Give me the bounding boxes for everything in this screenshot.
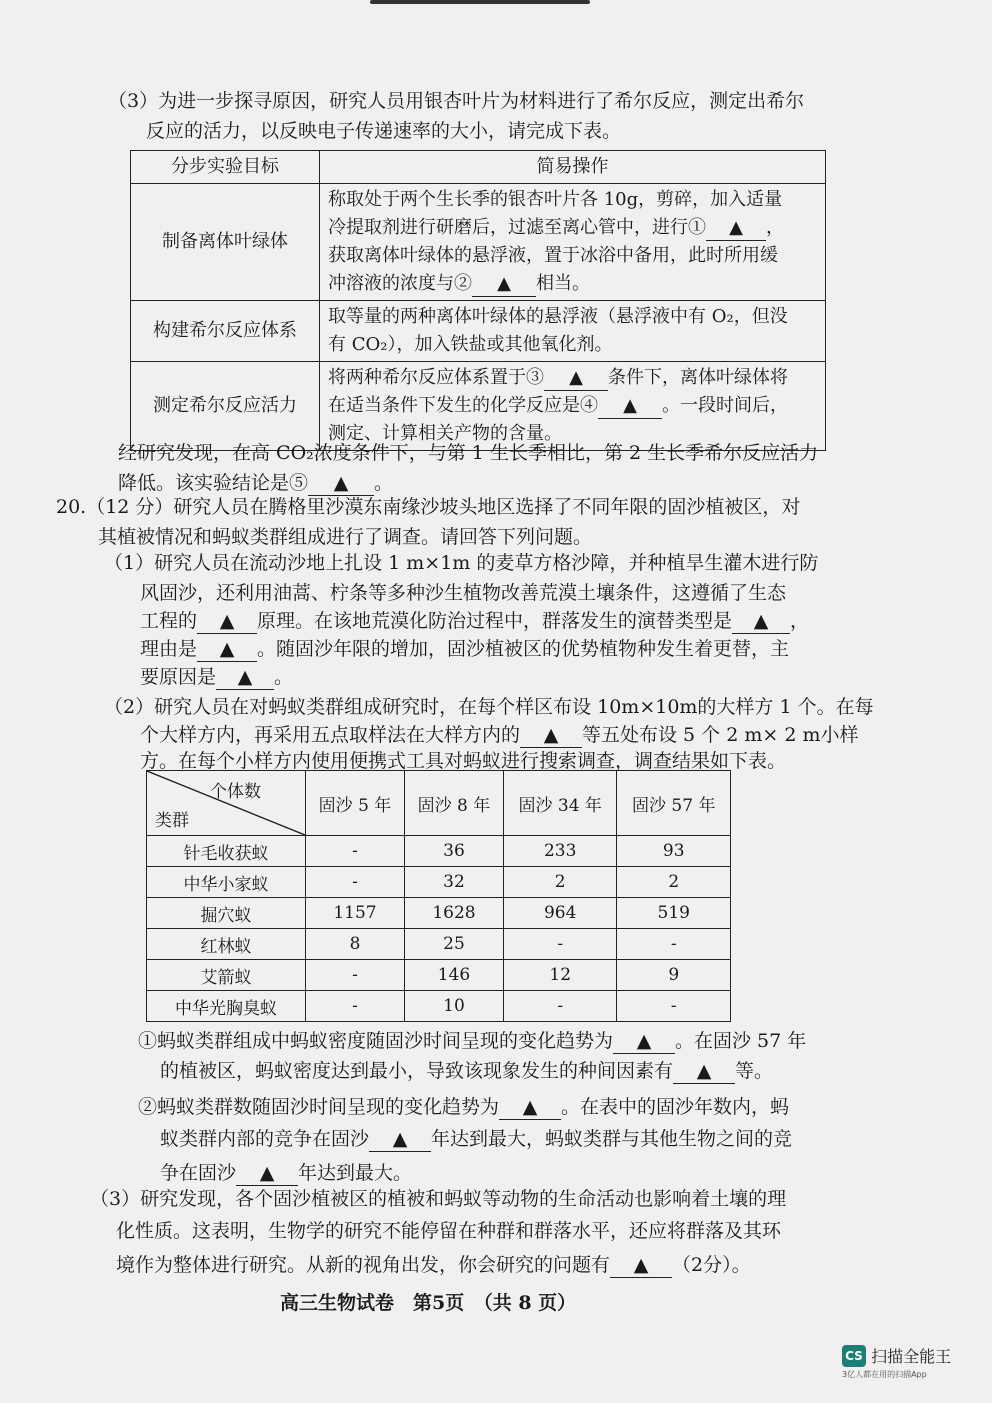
- blank-1: ▲: [706, 216, 766, 241]
- q20-p1-l3: 工程的 ▲ 原理。在该地荒漠化防治过程中，群落发生的演替类型是 ▲ ，: [140, 610, 810, 632]
- ant-survey-table: [146, 770, 731, 1022]
- q3-line2: 反应的活力，以反映电子传递速率的大小，请完成下表。: [146, 120, 622, 142]
- blank-2: ▲: [472, 272, 536, 297]
- table1-goal-2: 构建希尔反应体系: [131, 301, 320, 362]
- q20-sub1-l1: ①蚂蚁类群组成中蚂蚁密度随固沙时间呈现的变化趋势为 ▲ 。在固沙 57 年: [138, 1030, 807, 1052]
- q20-line2: 其植被情况和蚂蚁类群组成进行了调查。请回答下列问题。: [98, 526, 593, 548]
- table1-goal-3: 测定希尔反应活力: [131, 362, 320, 451]
- scanner-watermark: [842, 1344, 951, 1380]
- table-row: 艾箭蚁 - 146 12 9: [147, 960, 731, 991]
- q20-sub2-l2: 蚁类群内部的竞争在固沙 ▲ 年达到最大，蚂蚁类群与其他生物之间的竞: [160, 1128, 793, 1150]
- experiment-steps-table: [130, 150, 826, 451]
- table-row: 中华光胸臭蚁 - 10 - -: [147, 991, 731, 1022]
- camscanner-logo-icon: CS: [842, 1345, 866, 1367]
- scanner-slogan: 3亿人都在用的扫描App: [842, 1370, 927, 1379]
- q20-p1-l2: 风固沙，还利用油蒿、柠条等多种沙生植物改善荒漠土壤条件，这遵循了生态: [140, 582, 787, 604]
- table2-col-2: 固沙 8 年: [404, 771, 503, 836]
- q3-line1: （3）为进一步探寻原因，研究人员用银杏叶片为材料进行了希尔反应，测定出希尔: [108, 90, 805, 112]
- blank-4: ▲: [598, 394, 662, 419]
- scanner-name: 扫描全能王: [871, 1347, 952, 1366]
- q20-p3-l3: 境作为整体进行研究。从新的视角出发，你会研究的问题有 ▲ （2分）。: [116, 1254, 751, 1276]
- q20-sub2-l3: 争在固沙 ▲ 年达到最大。: [160, 1162, 413, 1184]
- q20-p1-l5: 要原因是 ▲ 。: [140, 666, 294, 688]
- q20-p2-l1: （2）研究人员在对蚂蚁类群组成研究时，在每个样区布设 10m×10m的大样方 1 个。在每: [104, 696, 874, 718]
- q20-p3-l1: （3）研究发现，各个固沙植被区的植被和蚂蚁等动物的生命活动也影响着土壤的理: [90, 1188, 787, 1210]
- table2-corner-cell: 个体数 类群: [147, 771, 306, 836]
- table-row: 红林蚁 8 25 - -: [147, 929, 731, 960]
- q20-line1: 20.（12 分）研究人员在腾格里沙漠东南缘沙坡头地区选择了不同年限的固沙植被区，对: [56, 496, 801, 518]
- table2-col-3: 固沙 34 年: [503, 771, 617, 836]
- table-row: 针毛收获蚁 - 36 233 93: [147, 836, 731, 867]
- q20-p2-l2: 个大样方内，再采用五点取样法在大样方内的 ▲ 等五处布设 5 个 2 m× 2 m小样: [140, 724, 859, 746]
- blank-5: ▲: [308, 471, 374, 496]
- q20-sub1-l2: 的植被区，蚂蚁密度达到最小，导致该现象发生的种间因素有 ▲ 等。: [160, 1060, 774, 1082]
- page-footer: 高三生物试卷 第5页 （共 8 页）: [280, 1292, 577, 1314]
- q20-p1-l4: 理由是 ▲ 。随固沙年限的增加，固沙植被区的优势植物种发生着更替，主: [140, 638, 790, 660]
- q20-p2-l3: 方。在每个小样方内使用便携式工具对蚂蚁进行搜索调查，调查结果如下表。: [140, 750, 787, 772]
- q20-p1-l1: （1）研究人员在流动沙地上扎设 1 m×1m 的麦草方格沙障，并种植旱生灌木进行防: [104, 552, 819, 574]
- table1-op-2: 取等量的两种离体叶绿体的悬浮液（悬浮液中有 O₂，但没 有 CO₂），加入铁盐或其他氧化剂。: [320, 301, 826, 362]
- table-row: 中华小家蚁 - 32 2 2: [147, 867, 731, 898]
- scan-edge-line: [370, 0, 590, 4]
- table1-header-op: 简易操作: [320, 151, 826, 184]
- after-line1: 经研究发现，在高 CO₂浓度条件下，与第 1 生长季相比，第 2 生长季希尔反应活力: [118, 442, 819, 464]
- after-line2: 降低。该实验结论是⑤ ▲ 。: [118, 472, 394, 494]
- q20-sub2-l1: ②蚂蚁类群数随固沙时间呈现的变化趋势为 ▲ 。在表中的固沙年数内，蚂: [138, 1096, 790, 1118]
- blank-3: ▲: [544, 366, 608, 391]
- table-row: 掘穴蚁 1157 1628 964 519: [147, 898, 731, 929]
- q20-p3-l2: 化性质。这表明，生物学的研究不能停留在种群和群落水平，还应将群落及其环: [116, 1220, 782, 1242]
- table2-col-4: 固沙 57 年: [617, 771, 731, 836]
- table1-header-goal: 分步实验目标: [131, 151, 320, 184]
- table2-col-1: 固沙 5 年: [306, 771, 405, 836]
- table1-op-3: 将两种希尔反应体系置于③ ▲ 条件下，离体叶绿体将 在适当条件下发生的化学反应是④ ▲ 。一段时间后， 测定、计算相关产物的含量。: [320, 362, 826, 451]
- table1-goal-1: 制备离体叶绿体: [131, 184, 320, 301]
- table1-op-1: 称取处于两个生长季的银杏叶片各 10g，剪碎，加入适量 冷提取剂进行研磨后，过滤至离心管中，进行① ▲ ， 获取离体叶绿体的悬浮液，置于冰浴中备用，此时所用缓 冲溶液的浓度与② ▲ 相当。: [320, 184, 826, 301]
